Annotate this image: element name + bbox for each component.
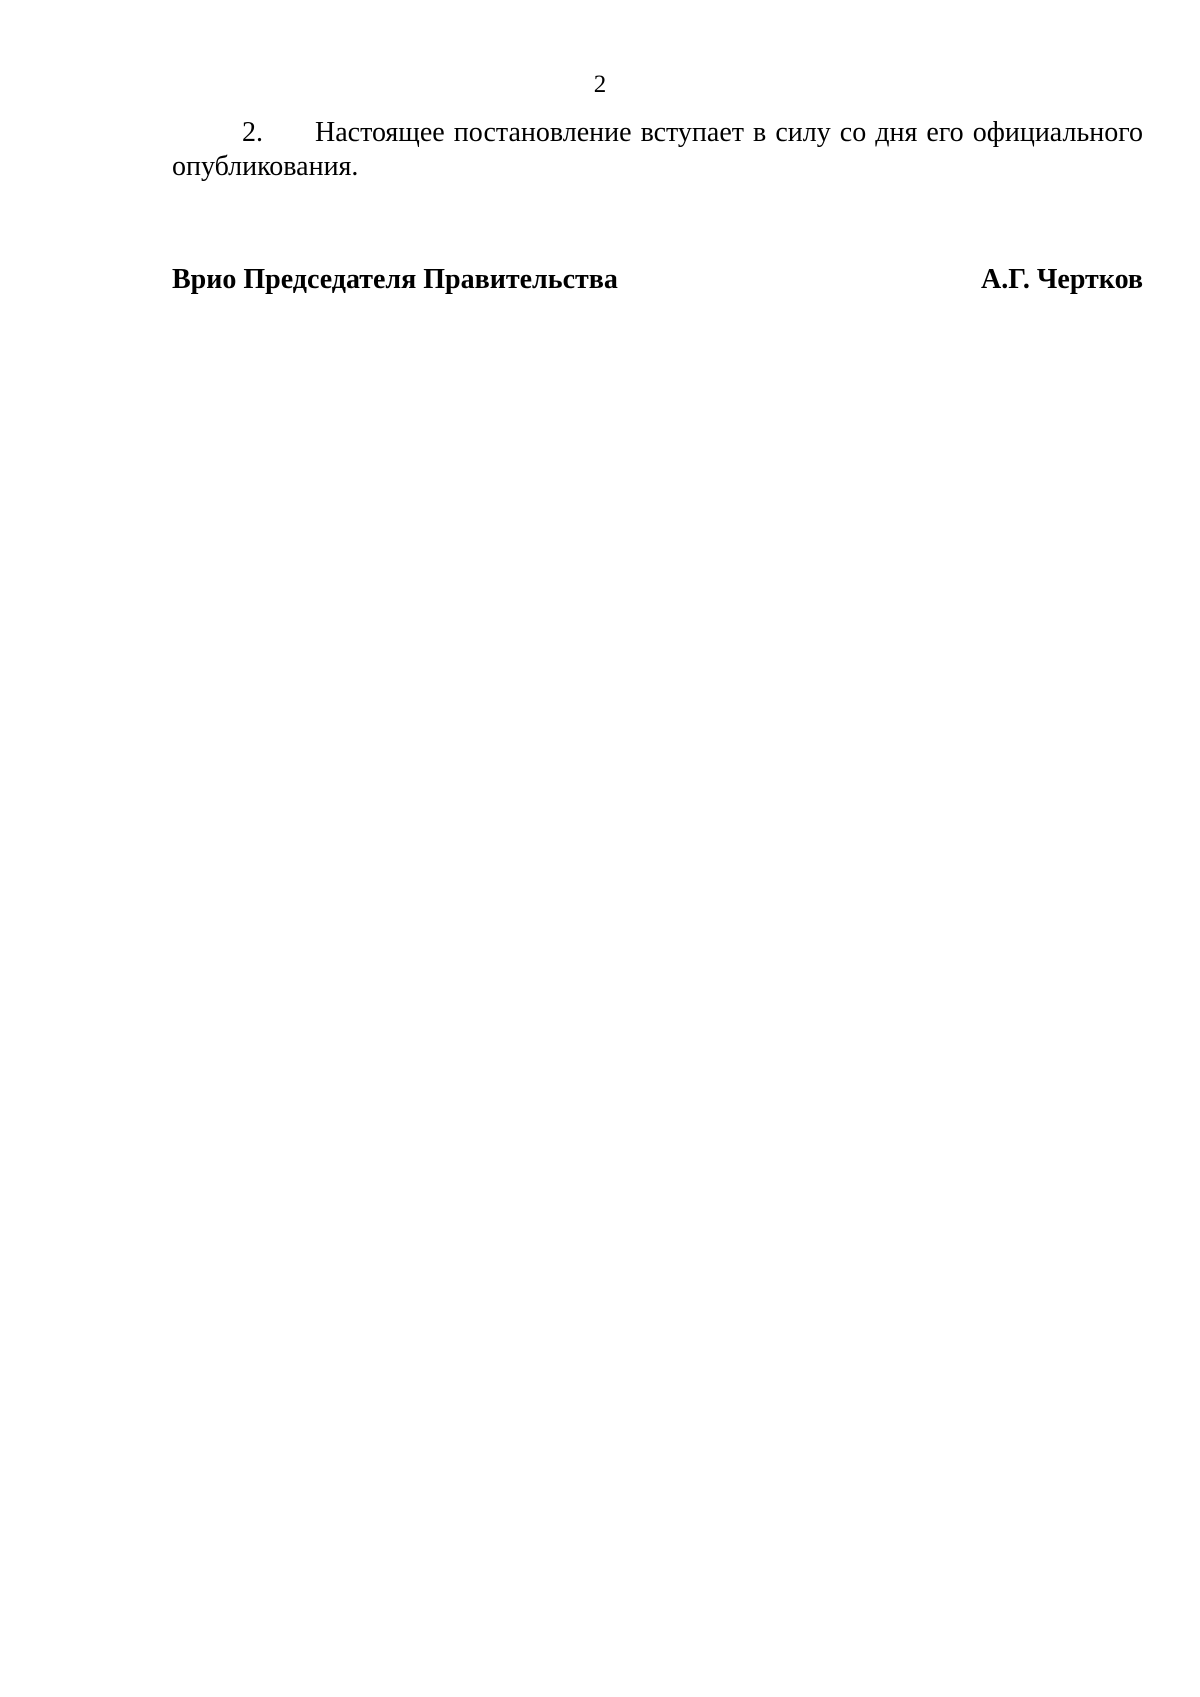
paragraph-text: Настоящее постановление вступает в силу со дня его официального опубликования. xyxy=(172,117,1143,182)
body-paragraph xyxy=(172,116,1143,184)
paragraph-number: 2. xyxy=(242,117,263,148)
page-number: 2 xyxy=(593,71,607,98)
signatory-name: А.Г. Чертков xyxy=(981,264,1143,295)
signature-block xyxy=(172,263,1143,297)
signatory-position: Врио Председателя Правительства xyxy=(172,264,618,295)
